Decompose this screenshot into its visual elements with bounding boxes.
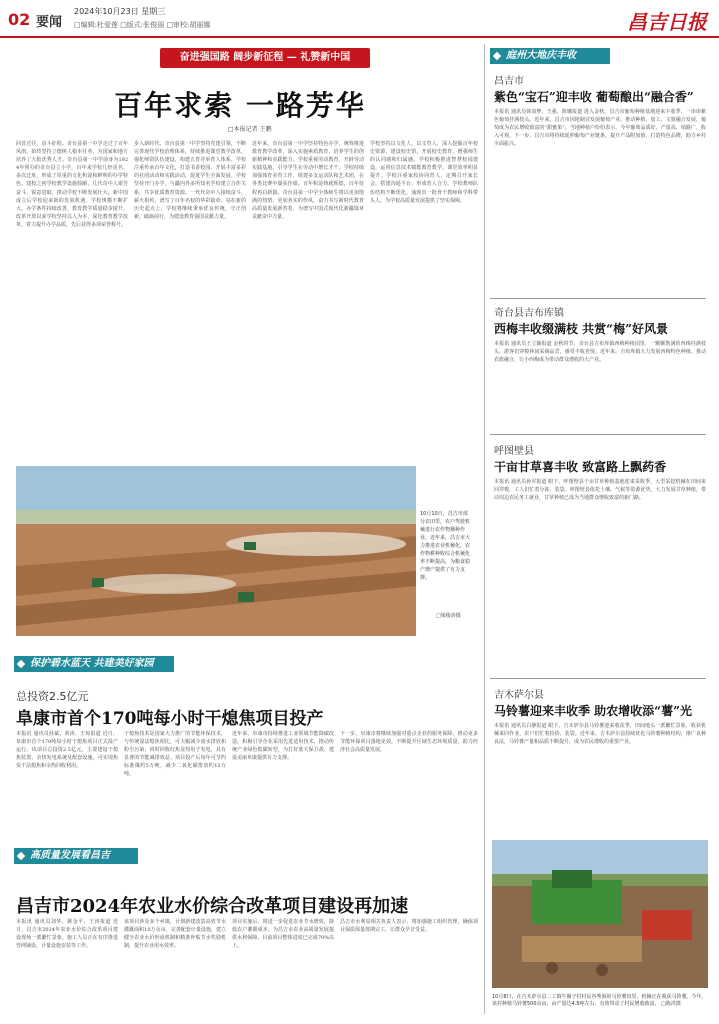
section-band: 庭州大地庆丰收 xyxy=(490,48,610,64)
article-column: 该项目涉及多个乡镇，计划新建改造高效节水灌溉面积10万余亩，完善配套计量设施，建立健全农业水价形成机制和精准补贴节水奖励机制，提升农业用水效率。 xyxy=(124,919,226,950)
story-text: 本报讯 通讯员孙军报道 眼下，呼图壁县千亩甘草种植基地迎来采收季，大型采挖机械在田间来回穿梭，工人们忙着分拣、装袋。呼图壁县依托土壤、气候等资源优势，大力发展甘草种植，带动周边农民务工就业，甘草种植已成为当地群众增收致富的新门路。 xyxy=(494,479,706,502)
article-column: 本报讯 通讯员孙斌、黄涛、王琼报道 近日，阜康市首个170吨每小时干熄焦项目正式投产运行。该项目总投资2.5亿元，主要建设干熄焦装置、余热发电系统及配套设施，可实现焦炭干法熄焦和余热回收利用。 xyxy=(16,731,118,770)
story-place: 呼图壁县 xyxy=(494,446,534,457)
story-title: 干亩甘草喜丰收 致富路上飘药香 xyxy=(494,460,667,474)
story-text: 本报讯 通讯员王立颖报道 金秋时节，奇台县吉布库镇西梅种植园里，一颗颗饱满的西梅挂满枝头，游客们穿梭林间采摘品尝，感受丰收喜悦。近年来，吉布库镇大力发展西梅特色种植，推动农旅融合，让小西梅成为带动群众增收的大产业。 xyxy=(494,341,706,364)
article-column: 近年来，阜康市持续推进工业领域节能降碳改造，积极引导企业采用先进适用技术，推动传统产业绿色低碳转型，为打好蓝天保卫战、建设美丽阜康提供有力支撑。 xyxy=(232,731,334,762)
story-place: 奇台县吉布库镇 xyxy=(494,308,564,319)
newspaper-logo: 昌吉日报 xyxy=(627,10,707,34)
photo-caption: 10月8日，在吉木萨尔县二工镇牛圈子村村民谷秀海的马铃薯田里，机械正在收获马铃薯。今年，该村种植马铃薯500余亩，亩产量达4.5吨左右，有效带动了村民增收致富。 □陈洪摄 xyxy=(492,994,707,1007)
article-column: 干熄焦技术是国家大力推广的节能环保技术，与传统湿法熄焦相比，可大幅减少废水排放和粉尘污染，同时回收红焦显热用于发电，具有显著的节能减排效益。项目投产后每年可节约标准煤约5万吨，减少二氧化碳排放约12万吨。 xyxy=(124,731,226,778)
photo-caption: 10月10日，昌吉市部分农田里，农户驾驶机械进行农作物播种作业。近年来，昌吉市大力推进农业机械化，农作物耕种收综合机械化率不断提高，为粮食稳产增产提供了有力支撑。 xyxy=(420,511,471,581)
photo-credit: □梁俊涛摄 xyxy=(436,613,461,619)
story-text: 本报讯 通讯员韩如梦、王强、陈娜报道 进入金秋，昌吉市葡萄种植基地迎来丰收季，一串串紫色葡萄挂满枝头。近年来，昌吉市因地制宜发展葡萄产业，推动种植、加工、文旅融合发展，葡萄成为农民增收致富的“甜蜜果”。当地种植户纷纷表示，今年葡萄品质好、产量高、销路广，收入可观。下一步，昌吉市将持续延伸葡萄产业链条，提升产品附加值，打造特色品牌，助力乡村全面振兴。 xyxy=(494,109,706,148)
article-column: 昌吉市水利局相关负责人表示，将加强施工组织管理，确保项目保质保量按期完工，让群众早日受益。 xyxy=(340,919,478,934)
section-name: 要闻 xyxy=(36,15,63,30)
article-column: 回首过往，奋斗征程。奇台县第一中学走过了百年风雨，始终坚持立德树人根本任务，为国家和地方培养了大批优秀人才。奇台县第一中学前身为1924年创办的奇台县立小学，百年来学校几经更名、多次迁址，形成了厚重的文化积淀和鲜明的办学特色。建校之初学校教学设施简陋，几代奇中人艰苦奋斗、锐意进取，推动学校不断发展壮大。新中国成立后学校迎来新的发展机遇，学校规模不断扩大，办学条件持续改善，教育教学质量稳步提升。改革开放以来学校坚持以人为本，深化教育教学改革，着力提升办学品质，先后获得多项荣誉称号。 xyxy=(16,141,128,228)
article-byline: □本报记者 王鹏 xyxy=(228,126,272,133)
photo-credit: □陈洪摄 xyxy=(661,1001,681,1007)
article-title: 百年求索 一路芳华 xyxy=(114,89,366,122)
section-band: 高质量发展看昌吉 xyxy=(14,848,138,864)
story-title: 马铃薯迎来丰收季 助农增收添“薯”光 xyxy=(494,704,692,718)
divider xyxy=(490,678,706,679)
article-column: 近年来，奇台县第一中学坚持特色办学，统筹推进教育教学改革，深入实施素质教育，培养学生的创新精神和实践能力。学校重视劳动教育，开辟劳动实践基地，引导学生在劳动中增长才干。学校持续加强体育美育工作，组建多支运动队和艺术团，在各类比赛中屡获佳绩。百年积淀铸就辉煌，百年征程再启新篇。奇台县第一中学全体师生将以更加饱满的热情、更加务实的作风，奋力书写新时代教育高质量发展新答卷，为谱写中国式现代化新疆篇章贡献奇中力量。 xyxy=(252,141,364,220)
article-column: 本报讯 通讯员刘华、姚金平、王涛报道 近日，昌吉市2024年农业水价综合改革项目建设现场一派繁忙景象，施工人员正在有序推进管网铺设、计量设施安装等工作。 xyxy=(16,919,118,950)
farm-field-photo xyxy=(16,466,416,636)
story-title: 西梅丰收缀满枝 共赏“梅”好风景 xyxy=(494,322,668,336)
article-column: 学校坚持以文化人，以文育人，深入挖掘百年校史资源，建设校史馆，开展校史教育，增强师生的认同感和归属感。学校积极推进智慧校园建设，运用信息技术赋能教育教学，课堂效率明显提升。学校注重家校协同育人，定期召开家长会，搭建沟通平台，形成育人合力。学校教师队伍结构不断优化，涌现出一批骨干教师和学科带头人，为学校高质量发展提供了坚实保障。 xyxy=(370,141,478,204)
page-header xyxy=(0,0,719,38)
divider xyxy=(490,298,706,299)
article-title: 昌吉市2024年农业水价综合改革项目建设再加速 xyxy=(16,896,409,917)
issue-date: 2024年10月23日 星期三 xyxy=(74,7,166,16)
article-subtitle: 总投资2.5亿元 xyxy=(16,690,89,703)
section-band: 保护碧水蓝天 共建美好家园 xyxy=(14,656,174,672)
editor-credits: □编辑:杜爱莲 □版式:张俊丽 □审校:胡丽娜 xyxy=(74,21,211,29)
story-place: 昌吉市 xyxy=(494,76,524,87)
article-title: 阜康市首个170吨每小时干熄焦项目投产 xyxy=(16,709,324,729)
story-title: 紫色“宝石”迎丰收 葡萄酿出“融合香” xyxy=(494,90,694,104)
divider xyxy=(490,434,706,435)
story-place: 吉木萨尔县 xyxy=(494,690,544,701)
story-text: 本报讯 通讯员白静报道 眼下，吉木萨尔县马铃薯迎来收获季，田间地头一派繁忙景象，收获机械来回作业，农户们忙着捡拾、装袋。近年来，吉木萨尔县持续优化马铃薯种植结构，推广良种良法，马铃薯产量和品质不断提升，成为农民增收的重要产业。 xyxy=(494,723,706,746)
article-column: 步入新时代，奇台县第一中学坚持党建引领，不断完善现代学校治理体系，持续推进课堂教学改革，强化师资队伍建设，构建五育并举育人体系。学校注重传承百年文化，打造书香校园，开展丰富多彩的社团活动和实践活动，促进学生全面发展。学校坚持开门办学，与疆内外多所知名学校建立合作关系，共享优质教育资源。一代代奇中人接续奋斗，薪火相传，谱写了百年名校的华彩篇章。站在新的历史起点上，学校将继续秉承优良传统，守正创新，砥砺前行，为建设教育强国贡献力量。 xyxy=(134,141,246,220)
slogan-banner: 奋进强国路 阔步新征程 — 礼赞新中国 xyxy=(160,48,370,68)
column-divider xyxy=(484,44,485,1014)
article-column: 项目实施后，将进一步促进农业节水增效，降低农户灌溉成本，为昌吉市农业高质量发展提供水利保障。目前项目整体进度已完成70%以上。 xyxy=(232,919,334,950)
page-number: 02 xyxy=(8,10,31,29)
potato-harvest-photo xyxy=(492,840,708,988)
article-column: 下一步，阜康市将继续加强对重点企业的服务保障，推动更多节能环保项目落地见效，不断提升区域生态环境质量，助力经济社会高质量发展。 xyxy=(340,731,478,754)
